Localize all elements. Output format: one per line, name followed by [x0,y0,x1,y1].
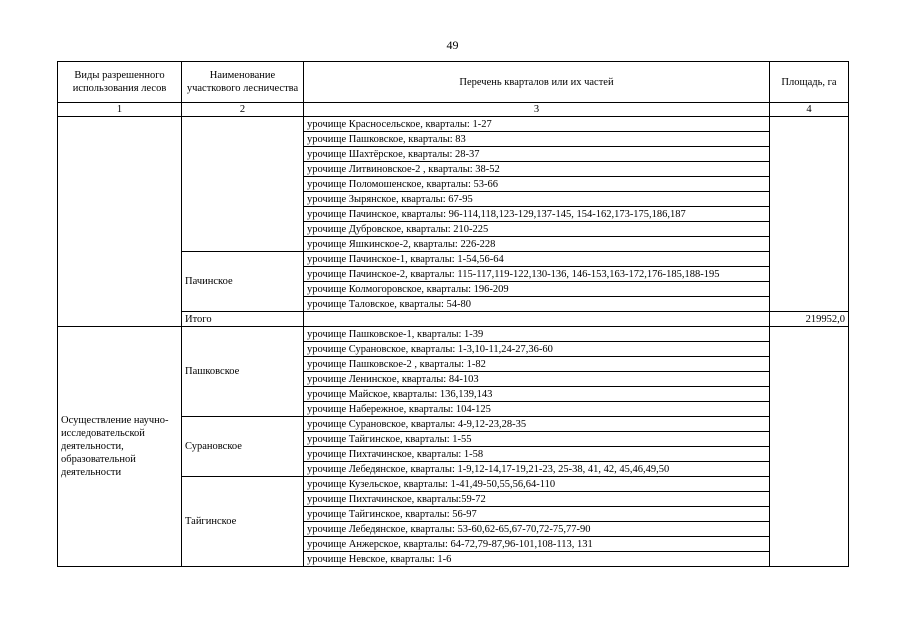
column-number-row [58,103,849,117]
table-row [58,327,849,342]
total-area: 219952,0 [770,312,849,327]
quarter-entry: урочище Яшкинское-2, кварталы: 226-228 [304,237,770,252]
quarter-entry: урочище Лебедянское, кварталы: 53-60,62-65,67-70,72-75,77-90 [304,522,770,537]
column-number: 3 [304,103,770,117]
quarter-entry: урочище Лебедянское, кварталы: 1-9,12-14,17-19,21-23, 25-38, 41, 42, 45,46,49,50 [304,462,770,477]
quarter-entry: урочище Красносельское, кварталы: 1-27 [304,117,770,132]
quarter-entry: урочище Колмогоровское, кварталы: 196-209 [304,282,770,297]
quarter-entry: урочище Анжерское, кварталы: 64-72,79-87,96-101,108-113, 131 [304,537,770,552]
quarter-entry: урочище Шахтёрское, кварталы: 28-37 [304,147,770,162]
area-cell-empty [770,117,849,312]
quarter-entry: урочище Пашковское-1, кварталы: 1-39 [304,327,770,342]
quarter-entry: урочище Поломошенское, кварталы: 53-66 [304,177,770,192]
quarter-entry: урочище Пачинское, кварталы: 96-114,118,123-129,137-145, 154-162,173-175,186,187 [304,207,770,222]
quarter-entry: урочище Пихтачинское, кварталы: 1-58 [304,447,770,462]
quarter-entry: урочище Невское, кварталы: 1-6 [304,552,770,567]
quarter-entry: урочище Тайгинское, кварталы: 56-97 [304,507,770,522]
quarter-entry: урочище Сурановское, кварталы: 4-9,12-23,28-35 [304,417,770,432]
forestry-name-taiginskoe: Тайгинское [182,477,304,567]
forestry-cell-empty [182,117,304,252]
quarter-entry: урочище Тайгинское, кварталы: 1-55 [304,432,770,447]
quarter-entry: урочище Кузельское, кварталы: 1-41,49-50,55,56,64-110 [304,477,770,492]
quarter-entry: урочище Пачинское-2, кварталы: 115-117,119-122,130-136, 146-153,163-172,176-185,188-195 [304,267,770,282]
total-label: Итого [182,312,304,327]
header-usage-type: Виды разрешенного использования лесов [58,62,182,103]
column-number: 1 [58,103,182,117]
quarter-entry: урочище Литвиновское-2 , кварталы: 38-52 [304,162,770,177]
forest-usage-table [57,61,849,567]
quarter-entry: урочище Ленинское, кварталы: 84-103 [304,372,770,387]
header-area: Площадь, га [770,62,849,103]
header-forestry: Наименование участкового лесничества [182,62,304,103]
total-quarters-empty [304,312,770,327]
quarter-entry: урочище Сурановское, кварталы: 1-3,10-11,24-27,36-60 [304,342,770,357]
quarter-entry: урочище Пашковское, кварталы: 83 [304,132,770,147]
quarter-entry: урочище Набережное, кварталы: 104-125 [304,402,770,417]
quarter-entry: урочище Майское, кварталы: 136,139,143 [304,387,770,402]
table-row [58,117,849,132]
quarter-entry: урочище Пихтачинское, кварталы:59-72 [304,492,770,507]
forestry-name-pachinskoe: Пачинское [182,252,304,312]
quarter-entry: урочище Пашковское-2 , кварталы: 1-82 [304,357,770,372]
forestry-name-suranovskoe: Сурановское [182,417,304,477]
quarter-entry: урочище Дубровское, кварталы: 210-225 [304,222,770,237]
forestry-name-pashkovskoe: Пашковское [182,327,304,417]
quarter-entry: урочище Зырянское, кварталы: 67-95 [304,192,770,207]
page-number: 49 [446,38,459,52]
quarter-entry: урочище Таловское, кварталы: 54-80 [304,297,770,312]
header-quarters: Перечень кварталов или их частей [304,62,770,103]
quarter-entry: урочище Пачинское-1, кварталы: 1-54,56-64 [304,252,770,267]
column-number: 2 [182,103,304,117]
usage-type-cell-empty [58,117,182,327]
header-row [58,62,849,103]
area-cell-empty [770,327,849,567]
column-number: 4 [770,103,849,117]
usage-type-research: Осуществление научно-исследовательской деятельности, образовательной деятельности [58,327,182,567]
